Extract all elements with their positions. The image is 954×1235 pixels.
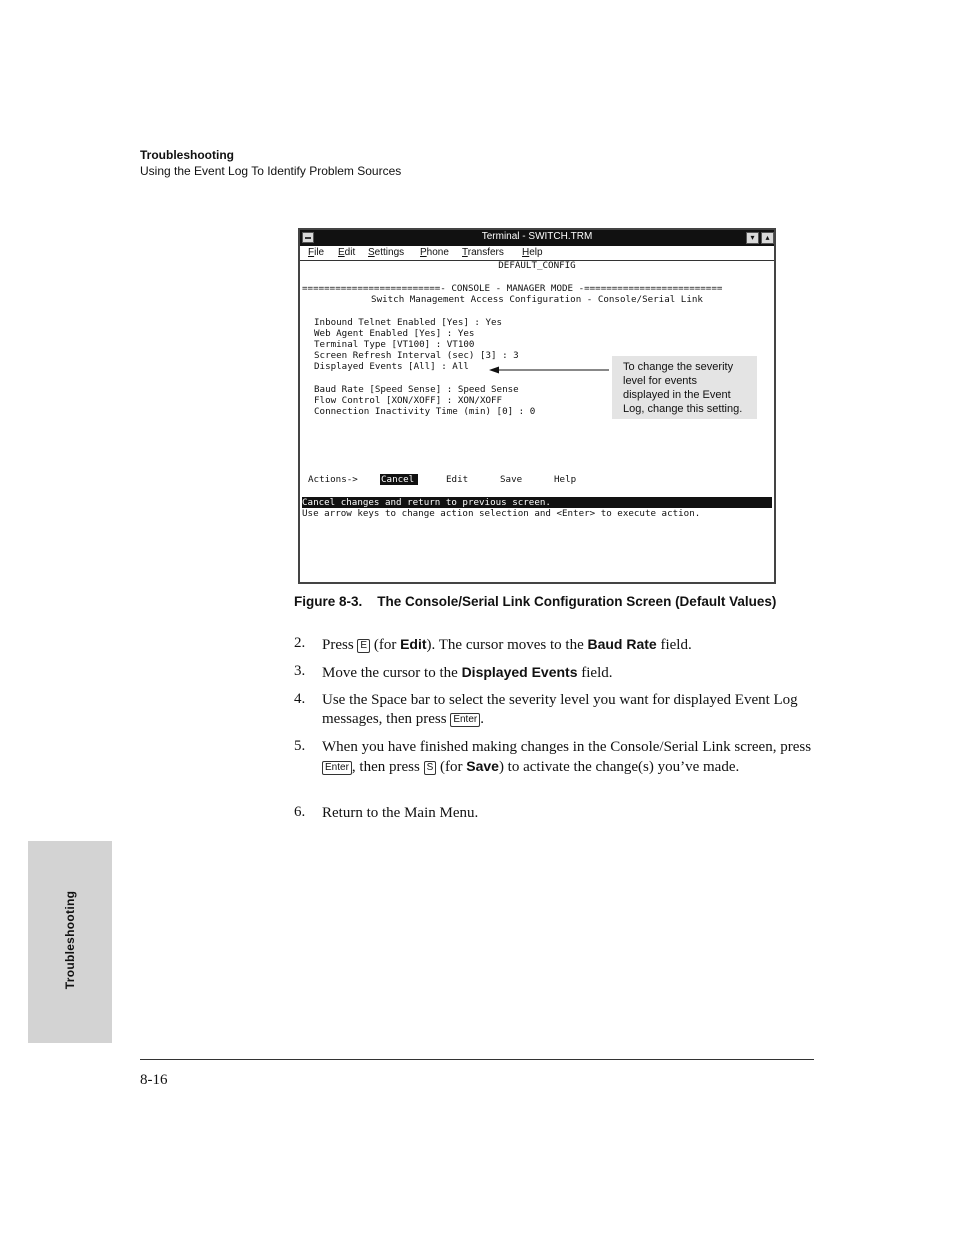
field-web-agent[interactable]: Web Agent Enabled [Yes] : Yes — [314, 328, 475, 339]
step-text: Press E (for Edit). The cursor moves to the Baud Rate field. — [322, 636, 692, 653]
step-number: 2. — [294, 635, 306, 651]
chapter-tab — [28, 841, 112, 1043]
footer-rule — [140, 1059, 814, 1060]
step-number: 6. — [294, 804, 306, 820]
step-text: Use the Space bar to select the severity level you want for displayed Event Log messages, then press Enter . — [322, 692, 798, 727]
terminal-screen-title: Switch Management Access Configuration - Console/Serial Link — [371, 294, 703, 305]
field-connection-inactivity[interactable]: Connection Inactivity Time (min) [0] : 0 — [314, 406, 536, 417]
key-enter-icon: Enter — [322, 761, 352, 775]
step-text: When you have finished making changes in the Console/Serial Link screen, press Enter , then press S (for Save) to activate the change(s) you’ve made. — [322, 739, 812, 775]
emphasis: Edit — [400, 636, 427, 652]
field-displayed-events[interactable]: Displayed Events [All] : All — [314, 361, 469, 372]
menu-file[interactable]: File — [308, 247, 325, 258]
step-number: 3. — [294, 663, 306, 679]
menu-edit[interactable]: Edit — [338, 247, 356, 258]
menu-settings[interactable]: Settings — [368, 247, 405, 258]
minimize-icon[interactable]: ▾ — [746, 232, 759, 244]
step-text: Move the cursor to the Displayed Events field. — [322, 664, 613, 681]
action-help-button[interactable]: Help — [554, 474, 577, 485]
callout-arrow-icon — [489, 365, 609, 375]
key-s-icon: S — [424, 761, 437, 775]
key-enter-icon: Enter — [450, 713, 480, 727]
terminal-status-line: Cancel changes and return to previous screen. — [302, 497, 772, 508]
menu-phone[interactable]: Phone — [420, 247, 449, 258]
field-terminal-type[interactable]: Terminal Type [VT100] : VT100 — [314, 339, 475, 350]
field-screen-refresh[interactable]: Screen Refresh Interval (sec) [3] : 3 — [314, 350, 519, 361]
callout-line: level for events — [623, 375, 697, 387]
step-number: 5. — [294, 738, 306, 754]
emphasis: Save — [466, 758, 499, 774]
running-header-title: Troubleshooting — [140, 148, 234, 162]
maximize-icon[interactable]: ▴ — [761, 232, 774, 244]
menu-transfers[interactable]: Transfers — [462, 247, 504, 258]
menu-help[interactable]: Help — [522, 247, 543, 258]
terminal-window-title: Terminal - SWITCH.TRM — [481, 231, 593, 242]
terminal-config-name: DEFAULT_CONFIG — [498, 260, 576, 271]
step-text: Return to the Main Menu. — [322, 805, 479, 821]
action-edit-button[interactable]: Edit — [446, 474, 469, 485]
terminal-help-line: Use arrow keys to change action selection and <Enter> to execute action. — [302, 508, 701, 519]
field-baud-rate[interactable]: Baud Rate [Speed Sense] : Speed Sense — [314, 384, 519, 395]
figure-caption: Figure 8-3. The Console/Serial Link Configuration Screen (Default Values) — [294, 594, 777, 609]
key-e-icon: E — [357, 639, 370, 653]
emphasis: Baud Rate — [587, 636, 657, 652]
field-flow-control[interactable]: Flow Control [XON/XOFF] : XON/XOFF — [314, 395, 503, 406]
terminal-mode-line: =========================- CONSOLE - MANAGER MODE -========================= — [302, 283, 723, 294]
terminal-menu-bar — [300, 246, 774, 261]
callout-line: To change the severity — [623, 361, 734, 373]
step-number: 4. — [294, 691, 306, 707]
chapter-tab-label: Troubleshooting — [63, 890, 77, 990]
page-number: 8-16 — [140, 1072, 168, 1088]
emphasis: Displayed Events — [461, 664, 578, 680]
actions-label: Actions-> — [308, 474, 358, 485]
callout-line: displayed in the Event — [623, 389, 731, 401]
field-inbound-telnet[interactable]: Inbound Telnet Enabled [Yes] : Yes — [314, 317, 503, 328]
terminal-title-bar — [300, 230, 774, 246]
callout-box — [612, 356, 757, 419]
callout-line: Log, change this setting. — [623, 403, 743, 415]
running-header-subtitle: Using the Event Log To Identify Problem Sources — [140, 164, 402, 178]
action-cancel-button[interactable]: Cancel — [380, 474, 418, 485]
action-save-button[interactable]: Save — [500, 474, 523, 485]
